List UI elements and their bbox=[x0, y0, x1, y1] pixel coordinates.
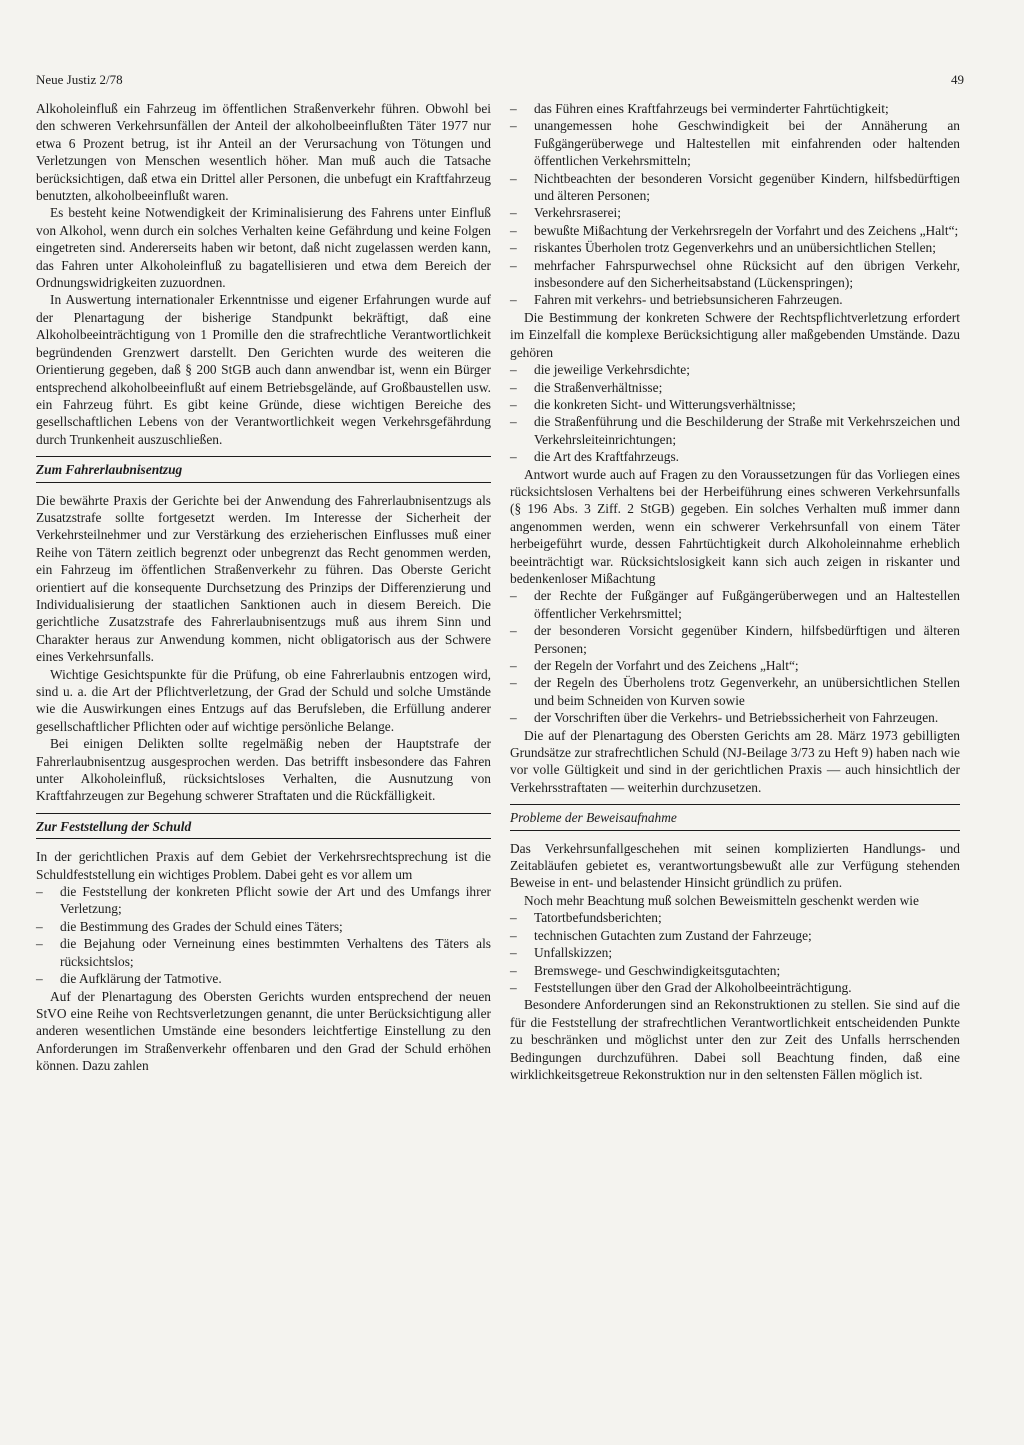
paragraph: In der gerichtlichen Praxis auf dem Gebiet der Verkehrsrechtsprechung ist die Schuldfeststellung ein wichtiges Problem. Dabei geht es vor allem um bbox=[36, 849, 491, 882]
dash-list bbox=[36, 883, 491, 987]
paragraph: Wichtige Gesichtspunkte für die Prüfung, ob eine Fahrerlaubnis entzogen wird, sind u. a. die Art der Pflichtverletzung, der Grad der Schuld und solche Umstände wie die Auswirkungen eines Entzugs auf das Berufsleben, die Erfüllung anderer gesellschaftlicher Pflichten oder auf wichtige persönliche Belange. bbox=[36, 666, 491, 734]
paragraph: Bei einigen Delikten sollte regelmäßig neben der Hauptstrafe der Fahrerlaubnisentzug ausgesprochen werden. Das betrifft insbesondere das Fahren unter Alkoholeinfluß, rücksichtsloses Verhalten, die Ausnutzung von Kraftfahrzeugen zur Begehung schwerer Straftaten und die Rückfälligkeit. bbox=[36, 736, 491, 804]
section-heading: Zum Fahrerlaubnisentzug bbox=[36, 456, 491, 482]
list-item: – die Straßenverhältnisse; bbox=[510, 379, 960, 396]
list-item: – Fahren mit verkehrs- und betriebsunsicheren Fahrzeugen. bbox=[510, 291, 960, 308]
paragraph: Antwort wurde auch auf Fragen zu den Voraussetzungen für das Vorliegen eines rücksichtslosen Verhaltens bei der Herbeiführung eines schweren Verkehrsunfalls (§ 196 Abs. 3 Ziff. 2 StGB) gegeben. Ein solches Verhalten muß immer dann angenommen werden, wenn ein schwerer Verkehrsunfall von einem Täter herbeigeführt wurde, dessen Fahrtüchtigkeit durch Alkoholeinnahme erheblich beeinträchtigt war. Rücksichtslosigkeit kann sich auch zeigen in riskanter und bedenkenloser Mißachtung bbox=[510, 466, 960, 586]
list-item: – riskantes Überholen trotz Gegenverkehrs und an unübersichtlichen Stellen; bbox=[510, 239, 960, 256]
dash-list bbox=[510, 361, 960, 465]
list-item: – die Bestimmung des Grades der Schuld eines Täters; bbox=[36, 918, 491, 935]
dash-list bbox=[510, 100, 960, 309]
dash-list bbox=[510, 587, 960, 726]
list-item: – Tatortbefundsberichten; bbox=[510, 909, 960, 926]
list-item: – Unfallskizzen; bbox=[510, 944, 960, 961]
list-item: – die Art des Kraftfahrzeugs. bbox=[510, 448, 960, 465]
page-number: 49 bbox=[951, 72, 964, 87]
list-item: – der Regeln des Überholens trotz Gegenverkehr, an unübersichtlichen Stellen und beim Schneiden von Kurven sowie bbox=[510, 674, 960, 709]
dash-list bbox=[510, 909, 960, 996]
paragraph: Besondere Anforderungen sind an Rekonstruktionen zu stellen. Sie sind auf die für die Feststellung der strafrechtlichen Verantwortlichkeit entscheidenden Punkte zu beschränken und möglichst unter den zur Zeit des Unfalls herrschenden Bedingungen durchzuführen. Dabei soll Beachtung finden, daß eine wirklichkeitsgetreue Rekonstruktion nur in den seltensten Fällen möglich ist. bbox=[510, 997, 960, 1082]
list-item: – die Straßenführung und die Beschilderung der Straße mit Verkehrszeichen und Verkehrsleiteinrichtungen; bbox=[510, 413, 960, 448]
paragraph: Es besteht keine Notwendigkeit der Kriminalisierung des Fahrens unter Einfluß von Alkohol, wenn durch ein solches Verhalten keine Gefährdung und keine Folgen eingetreten sind. Andererseits haben wir betont, daß nicht zugelassen werden kann, das Fahren unter Alkoholeinfluß zu bagatellisieren und etwa dem Bereich der Ordnungswidrigkeiten zuzuordnen. bbox=[36, 205, 491, 291]
list-item: – die Aufklärung der Tatmotive. bbox=[36, 970, 491, 987]
list-item: – unangemessen hohe Geschwindigkeit bei der Annäherung an Fußgängerüberwege und Haltestellen mit einfahrenden oder haltenden öffentlichen Verkehrsmitteln; bbox=[510, 117, 960, 169]
page-header bbox=[36, 72, 964, 92]
paragraph: Das Verkehrsunfallgeschehen mit seinen komplizierten Handlungs- und Zeitabläufen gebietet es, verantwortungsbewußt alle zur Verfügung stehenden Beweise in ent- und belastender Hinsicht gründlich zu prüfen. bbox=[510, 840, 960, 891]
list-item: – der Regeln der Vorfahrt und des Zeichens „Halt“; bbox=[510, 657, 960, 674]
left-column bbox=[36, 100, 491, 1075]
list-item: – der besonderen Vorsicht gegenüber Kindern, hilfsbedürftigen und älteren Personen; bbox=[510, 622, 960, 657]
section-heading: Zur Feststellung der Schuld bbox=[36, 813, 491, 839]
paragraph: Die auf der Plenartagung des Obersten Gerichts am 28. März 1973 gebilligten Grundsätze zur strafrechtlichen Schuld (NJ-Beilage 3/73 zu Heft 9) haben nach wie vor volle Gültigkeit und sind in der gerichtlichen Praxis — auch hinsichtlich der Verkehrsstraftaten — weiterhin durchzusetzen. bbox=[510, 727, 960, 795]
paragraph: In Auswertung internationaler Erkenntnisse und eigener Erfahrungen wurde auf der Plenartagung der bisherige Standpunkt bekräftigt, daß eine Alkoholbeeinträchtigung von 1 Promille den die strafrechtliche Verantwortlichkeit begründenden Grenzwert darstellt. Den Gerichten wurde des weiteren die Orientierung gegeben, daß § 200 StGB auch dann anwendbar ist, wenn ein Bürger entsprechend alkoholbeeinflußt auf einem Betriebsgelände, auf Großbaustellen usw. ein Fahrzeug führt. Es gibt keine Gründe, diese wichtigen Bereiche des gesellschaftlichen Lebens von der Verantwortlichkeit wegen Verkehrsgefährdung durch Trunkenheit auszuschließen. bbox=[36, 292, 491, 447]
list-item: – Nichtbeachten der besonderen Vorsicht gegenüber Kindern, hilfsbedürftigen und älteren Personen; bbox=[510, 170, 960, 205]
list-item: – die Feststellung der konkreten Pflicht sowie der Art und des Umfangs ihrer Verletzung; bbox=[36, 883, 491, 918]
paragraph: Noch mehr Beachtung muß solchen Beweismitteln geschenkt werden wie bbox=[524, 892, 919, 908]
list-item: – Bremswege- und Geschwindigkeitsgutachten; bbox=[510, 962, 960, 979]
paragraph: Alkoholeinfluß ein Fahrzeug im öffentlichen Straßenverkehr führen. Obwohl bei den schweren Verkehrsunfällen der Anteil der alkoholbeeinflußten Täter 1977 nur etwa 6 Prozent betrug, ist ihr Anteil an der Verursachung von Tötungen und Verletzungen von Menschen wesentlich höher. Man muß auch die Tatsache berücksichtigen, daß etwa ein Drittel aller Personen, die unbefugt ein Kraftfahrzeug benutzten, alkoholbeeinflußt waren. bbox=[36, 101, 491, 204]
paragraph: Die Bestimmung der konkreten Schwere der Rechtspflichtverletzung erfordert im Einzelfall die komplexe Berücksichtigung aller maßgebenden Umstände. Dazu gehören bbox=[510, 309, 960, 360]
list-item: – mehrfacher Fahrspurwechsel ohne Rücksicht auf den übrigen Verkehr, insbesondere auf den Sicherheitsabstand (Lückenspringen); bbox=[510, 257, 960, 292]
section-heading: Probleme der Beweisaufnahme bbox=[510, 804, 960, 830]
list-item: – Feststellungen über den Grad der Alkoholbeeinträchtigung. bbox=[510, 979, 960, 996]
list-item: – der Rechte der Fußgänger auf Fußgängerüberwegen und an Haltestellen öffentlicher Verkehrsmittel; bbox=[510, 587, 960, 622]
right-column bbox=[510, 100, 960, 1083]
journal-title: Neue Justiz 2/78 bbox=[36, 72, 123, 87]
list-item: – die jeweilige Verkehrsdichte; bbox=[510, 361, 960, 378]
list-item: – der Vorschriften über die Verkehrs- und Betriebssicherheit von Fahrzeugen. bbox=[510, 709, 960, 726]
list-item: – bewußte Mißachtung der Verkehrsregeln der Vorfahrt und des Zeichens „Halt“; bbox=[510, 222, 960, 239]
list-item: – technischen Gutachten zum Zustand der Fahrzeuge; bbox=[510, 927, 960, 944]
paragraph: Auf der Plenartagung des Obersten Gerichts wurden entsprechend der neuen StVO eine Reihe von Rechtsverletzungen genannt, die unter Berücksichtigung aller anderen wesentlichen Umstände eine besonders leichtfertige Einstellung zu den Anforderungen im Straßenverkehr offenbaren und den Grad der Schuld erhöhen können. Dazu zahlen bbox=[36, 988, 491, 1074]
list-item: – die konkreten Sicht- und Witterungsverhältnisse; bbox=[510, 396, 960, 413]
list-item: – die Bejahung oder Verneinung eines bestimmten Verhaltens des Täters als rücksichtslos; bbox=[36, 935, 491, 970]
list-item: – Verkehrsraserei; bbox=[510, 204, 960, 221]
paragraph: Die bewährte Praxis der Gerichte bei der Anwendung des Fahrerlaubnisentzugs als Zusatzstrafe sollte fortgesetzt werden. Im Interesse der Sicherheit der Verkehrsteilnehmer und zur Verstärkung des erzieherischen Einflusses muß einer Reihe von Tätern zeitlich begrenzt oder unbegrenzt das Recht genommen werden, ein Fahrzeug im öffentlichen Straßenverkehr zu führen. Das Oberste Gericht orientiert auf die konsequente Durchsetzung des Prinzips der Differenzierung und Individualisierung der staatlichen Sanktionen auch in diesem Bereich. Die gerichtliche Zusatzstrafe des Fahrerlaubnisentzugs muß aus ihrem Sinn und Charakter heraus zur Anwendung kommen, nicht obligatorisch aus der Schwere eines Verkehrsunfalls. bbox=[36, 492, 491, 665]
list-item: – das Führen eines Kraftfahrzeugs bei verminderter Fahrtüchtigkeit; bbox=[510, 100, 960, 117]
